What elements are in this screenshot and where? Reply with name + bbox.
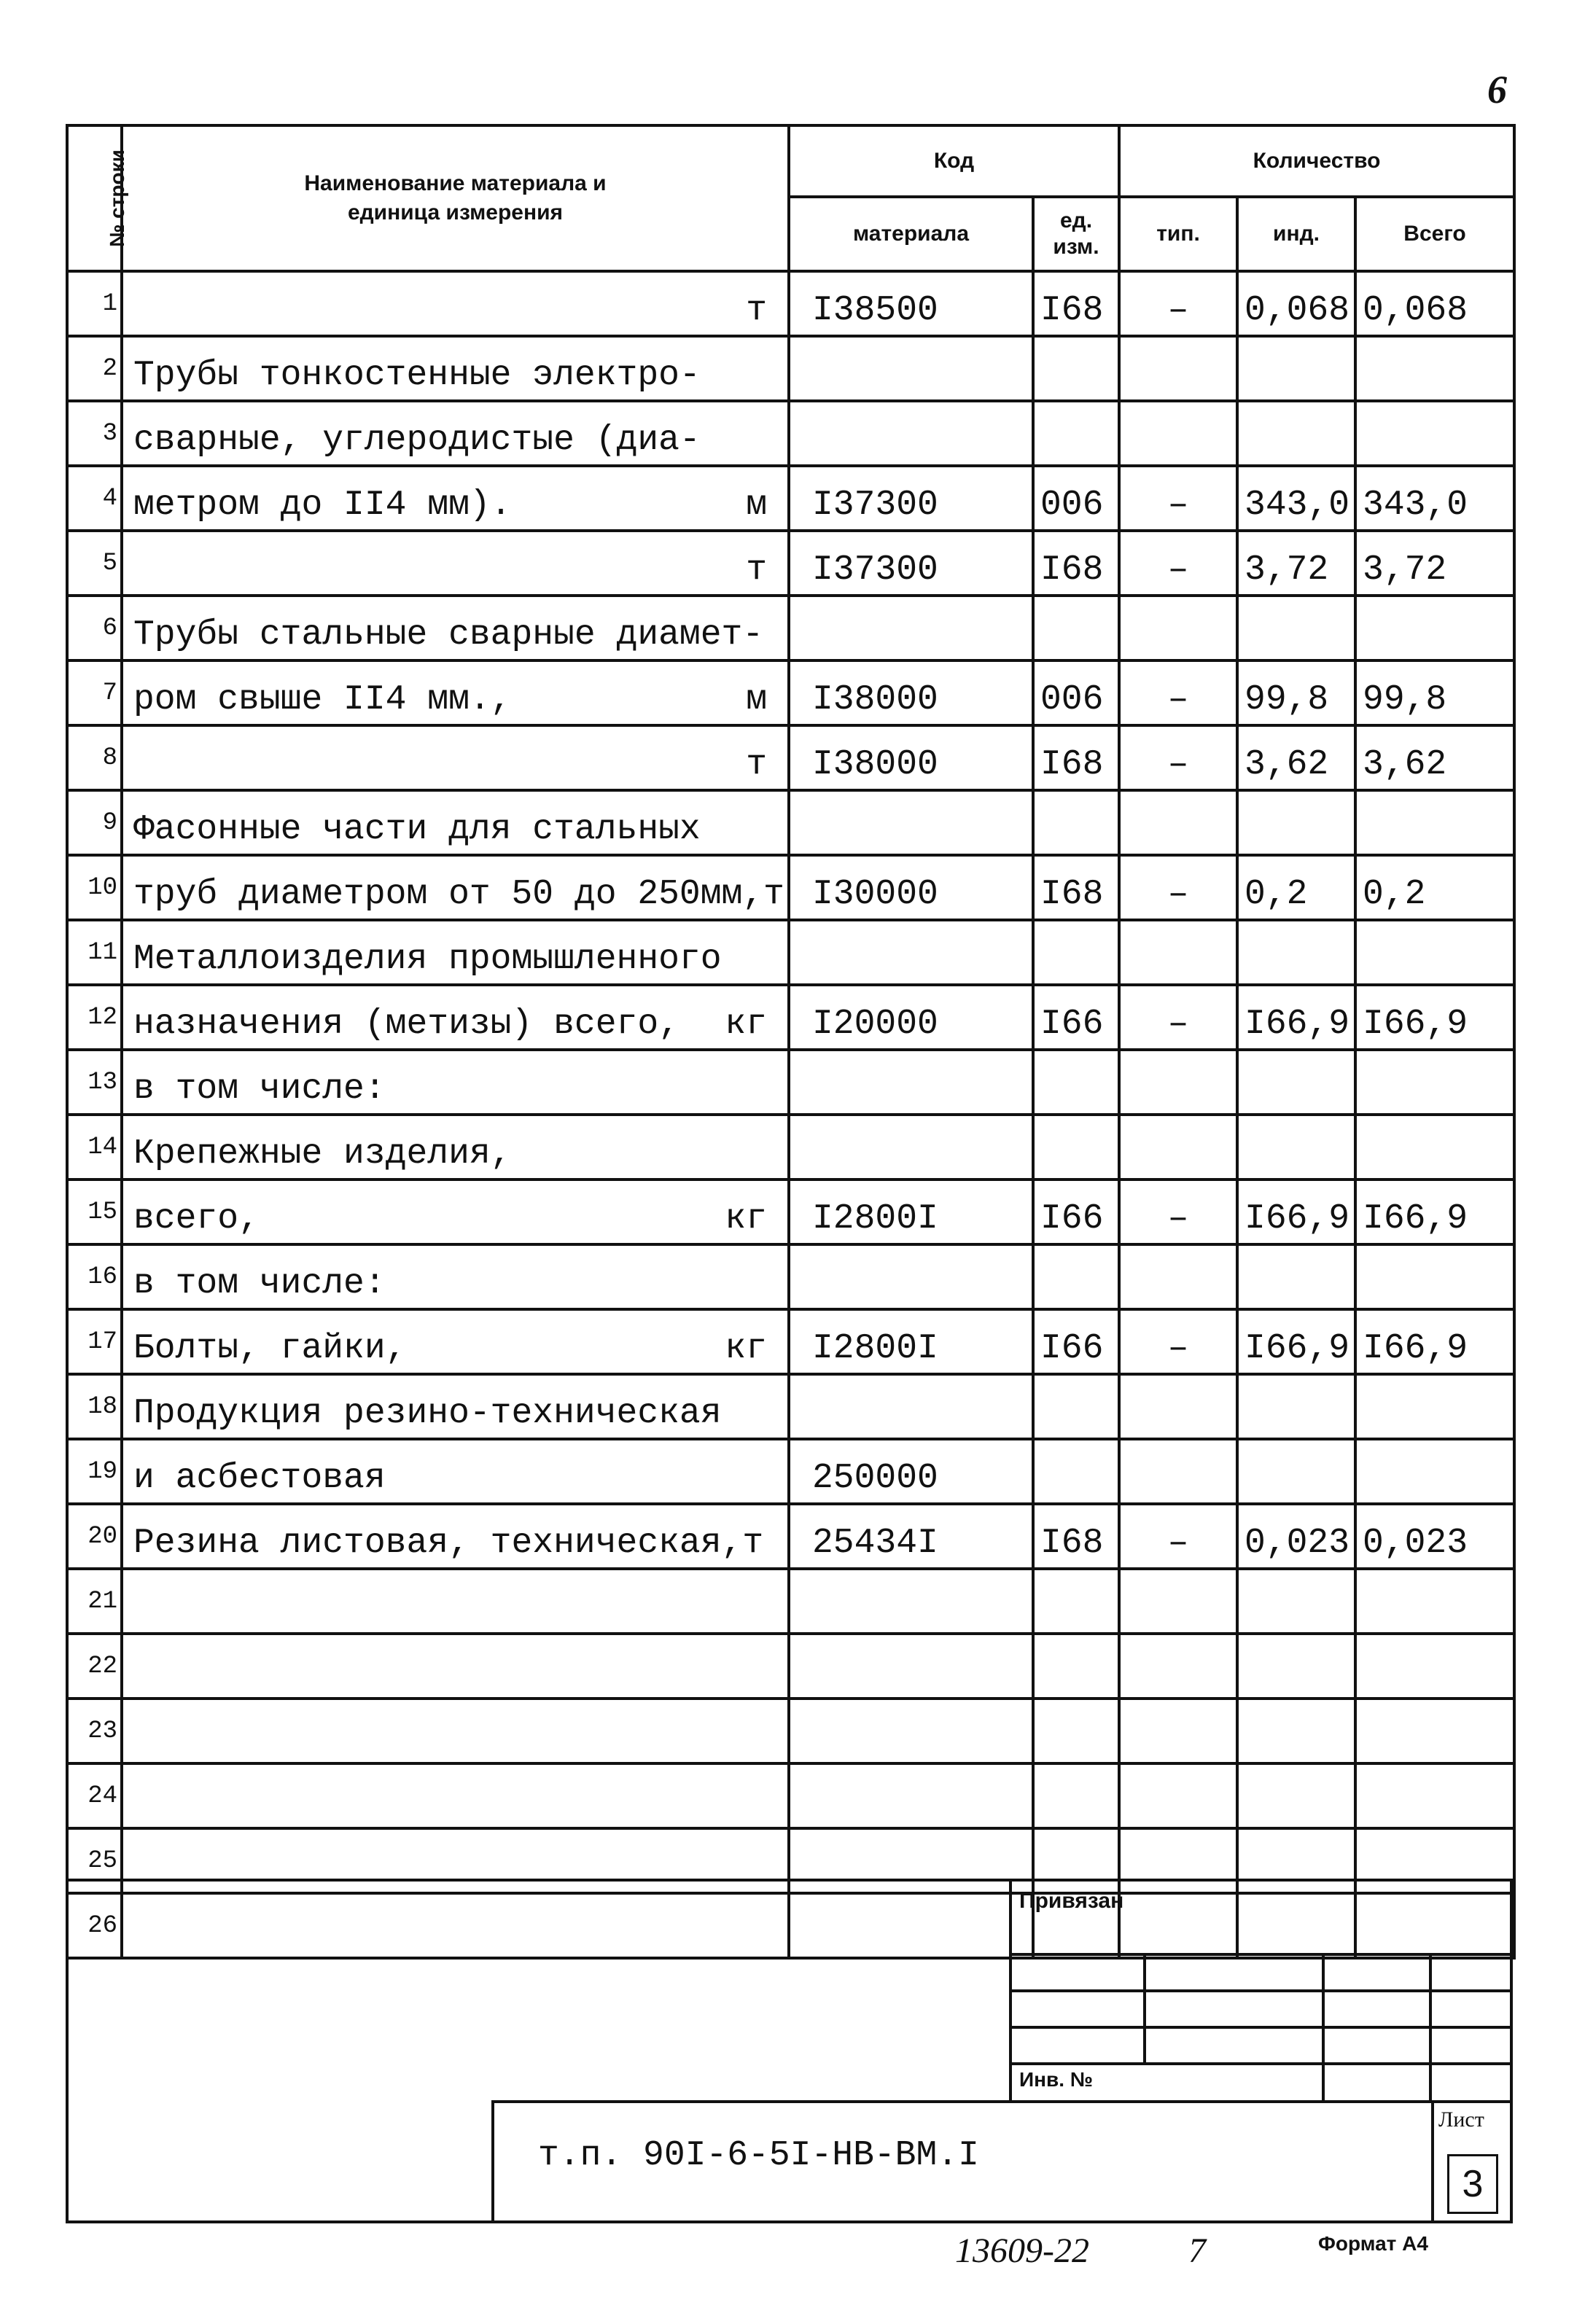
ind-qty: 0,023: [1237, 1504, 1355, 1569]
total-qty: [1355, 1634, 1514, 1699]
table-row: [67, 1244, 1514, 1309]
table-row: [67, 1439, 1514, 1504]
material-code: I2800I: [789, 1309, 1033, 1374]
handwritten-number: 13609-22: [955, 2231, 1089, 2270]
material-code: [789, 1569, 1033, 1634]
material-code: I20000: [789, 985, 1033, 1050]
typ-qty: –: [1119, 1179, 1237, 1244]
table-row: [67, 1699, 1514, 1763]
row-number: 11: [67, 920, 122, 985]
material-code: [789, 1699, 1033, 1763]
row-number: 1: [67, 271, 122, 336]
row-number: 6: [67, 596, 122, 660]
material-name: [122, 1634, 789, 1699]
ind-qty: 99,8: [1237, 660, 1355, 725]
document-code-box: [491, 2100, 1513, 2223]
ind-qty: [1237, 1569, 1355, 1634]
row-number: 4: [67, 466, 122, 531]
row-number: 17: [67, 1309, 122, 1374]
material-code: [789, 336, 1033, 401]
typ-qty: [1119, 920, 1237, 985]
unit-suffix: м: [746, 486, 767, 525]
total-qty: [1355, 401, 1514, 466]
ind-qty: [1237, 1374, 1355, 1439]
row-number: 15: [67, 1179, 122, 1244]
format-label: Формат А4: [1318, 2232, 1428, 2255]
table-row: [67, 660, 1514, 725]
row-number: 10: [67, 855, 122, 920]
total-qty: [1355, 790, 1514, 855]
material-name: Резина листовая, техническая,т: [122, 1504, 789, 1569]
total-qty: 0,2: [1355, 855, 1514, 920]
footer-number: 7: [1188, 2231, 1206, 2270]
unit-code: [1033, 1699, 1119, 1763]
typ-qty: –: [1119, 660, 1237, 725]
table-row: [67, 1634, 1514, 1699]
table-row: [67, 1504, 1514, 1569]
total-qty: [1355, 596, 1514, 660]
table-row: [67, 1374, 1514, 1439]
material-name: назначения (метизы) всего, кг: [122, 985, 789, 1050]
unit-code: I68: [1033, 271, 1119, 336]
typ-qty: [1119, 1244, 1237, 1309]
typ-qty: [1119, 1699, 1237, 1763]
typ-qty: [1119, 401, 1237, 466]
typ-qty: –: [1119, 985, 1237, 1050]
material-code: [789, 1763, 1033, 1828]
unit-code: [1033, 1439, 1119, 1504]
ind-qty: 0,2: [1237, 855, 1355, 920]
material-code: I38500: [789, 271, 1033, 336]
table-row: [67, 1309, 1514, 1374]
unit-code: [1033, 1374, 1119, 1439]
unit-code: I66: [1033, 985, 1119, 1050]
table-row: [67, 531, 1514, 596]
typ-qty: [1119, 1439, 1237, 1504]
table-row: [67, 1763, 1514, 1828]
ind-qty: [1237, 1244, 1355, 1309]
row-number: 9: [67, 790, 122, 855]
material-code: 25434I: [789, 1504, 1033, 1569]
material-name: Трубы стальные сварные диамет-: [122, 596, 789, 660]
name-header: Наименование материала и единица измерения: [122, 125, 789, 271]
table-row: [67, 596, 1514, 660]
table-row: [67, 1569, 1514, 1634]
row-number: 14: [67, 1115, 122, 1179]
unit-code: I68: [1033, 531, 1119, 596]
material-name: [122, 1699, 789, 1763]
material-name: Продукция резино-техническая: [122, 1374, 789, 1439]
code-group-header: Код: [789, 125, 1119, 197]
unit-code: [1033, 1763, 1119, 1828]
material-name: Трубы тонкостенные электро-: [122, 336, 789, 401]
material-name: Фасонные части для стальных: [122, 790, 789, 855]
total-qty: [1355, 920, 1514, 985]
table-row: [67, 401, 1514, 466]
unit-suffix: т: [746, 291, 767, 330]
material-code: [789, 1374, 1033, 1439]
material-name: [122, 1569, 789, 1634]
document-code: т.п. 90I-6-5I-НВ-ВМ.I: [538, 2136, 979, 2175]
material-name: [122, 1763, 789, 1828]
material-name: ром свыше II4 мм., м: [122, 660, 789, 725]
material-code: I38000: [789, 660, 1033, 725]
unit-code: I66: [1033, 1309, 1119, 1374]
unit-code-header: ед. изм.: [1033, 197, 1119, 271]
table-row: [67, 855, 1514, 920]
total-qty: 3,72: [1355, 531, 1514, 596]
total-qty: [1355, 336, 1514, 401]
ind-qty: [1237, 596, 1355, 660]
ind-header: инд.: [1237, 197, 1355, 271]
typ-qty: –: [1119, 271, 1237, 336]
material-code: 250000: [789, 1439, 1033, 1504]
material-name: метром до II4 мм). м: [122, 466, 789, 531]
sheet-number: 3: [1447, 2154, 1498, 2214]
typ-qty: [1119, 1634, 1237, 1699]
material-code: [789, 1115, 1033, 1179]
table-row: [67, 920, 1514, 985]
ind-qty: 3,72: [1237, 531, 1355, 596]
quantity-group-header: Количество: [1119, 125, 1514, 197]
total-qty: 0,068: [1355, 271, 1514, 336]
total-qty: [1355, 1699, 1514, 1763]
ind-qty: 3,62: [1237, 725, 1355, 790]
typ-qty: –: [1119, 531, 1237, 596]
typ-qty: [1119, 336, 1237, 401]
material-code: I30000: [789, 855, 1033, 920]
material-name: Металлоизделия промышленного: [122, 920, 789, 985]
material-code: [789, 790, 1033, 855]
total-qty: [1355, 1050, 1514, 1115]
material-code: [789, 920, 1033, 985]
row-number: 25: [67, 1828, 122, 1893]
row-number-header: № строки: [67, 125, 122, 271]
typ-qty: –: [1119, 725, 1237, 790]
unit-code: 006: [1033, 660, 1119, 725]
unit-code: I66: [1033, 1179, 1119, 1244]
ind-qty: [1237, 1050, 1355, 1115]
table-row: [67, 790, 1514, 855]
table-row: [67, 725, 1514, 790]
unit-suffix: м: [746, 680, 767, 720]
unit-code: [1033, 1244, 1119, 1309]
material-code: I38000: [789, 725, 1033, 790]
typ-qty: [1119, 596, 1237, 660]
unit-code: [1033, 790, 1119, 855]
typ-qty: –: [1119, 466, 1237, 531]
unit-code: I68: [1033, 725, 1119, 790]
ind-qty: [1237, 920, 1355, 985]
ind-qty: I66,9: [1237, 985, 1355, 1050]
material-name: [122, 531, 789, 596]
ind-qty: [1237, 1634, 1355, 1699]
row-number: 18: [67, 1374, 122, 1439]
ind-qty: [1237, 1699, 1355, 1763]
table-row: [67, 985, 1514, 1050]
unit-suffix: т: [746, 550, 767, 590]
table-row: [67, 1115, 1514, 1179]
row-number: 8: [67, 725, 122, 790]
row-number: 26: [67, 1893, 122, 1958]
typ-qty: [1119, 1763, 1237, 1828]
typ-qty: –: [1119, 1309, 1237, 1374]
ind-qty: I66,9: [1237, 1309, 1355, 1374]
unit-code: 006: [1033, 466, 1119, 531]
total-qty: [1355, 1439, 1514, 1504]
total-qty: I66,9: [1355, 1309, 1514, 1374]
material-code: [789, 596, 1033, 660]
total-qty: I66,9: [1355, 985, 1514, 1050]
row-number: 23: [67, 1699, 122, 1763]
total-qty: [1355, 1374, 1514, 1439]
material-name: и асбестовая: [122, 1439, 789, 1504]
typ-qty: –: [1119, 855, 1237, 920]
ind-qty: [1237, 1115, 1355, 1179]
row-number: 2: [67, 336, 122, 401]
typ-qty: [1119, 1115, 1237, 1179]
table-row: [67, 271, 1514, 336]
ind-qty: [1237, 336, 1355, 401]
unit-code: [1033, 596, 1119, 660]
unit-code: [1033, 1569, 1119, 1634]
attached-label: Привязан: [1019, 1889, 1124, 1913]
table-row: [67, 466, 1514, 531]
unit-suffix: кг: [725, 1199, 767, 1239]
unit-suffix: кг: [725, 1005, 767, 1044]
material-name: [122, 725, 789, 790]
table-row: [67, 1050, 1514, 1115]
unit-code: [1033, 1050, 1119, 1115]
material-code: [789, 401, 1033, 466]
sheet-box: [1431, 2103, 1513, 2223]
sheet-label: Лист: [1438, 2107, 1484, 2132]
material-code: [789, 1634, 1033, 1699]
binding-stamp: [1009, 1882, 1513, 2100]
material-name: в том числе:: [122, 1244, 789, 1309]
unit-suffix: кг: [725, 1329, 767, 1368]
typ-header: тип.: [1119, 197, 1237, 271]
row-number: 13: [67, 1050, 122, 1115]
material-name: Крепежные изделия,: [122, 1115, 789, 1179]
materials-table: [66, 124, 1516, 1960]
total-qty: [1355, 1569, 1514, 1634]
row-number: 3: [67, 401, 122, 466]
row-number: 12: [67, 985, 122, 1050]
material-name: труб диаметром от 50 до 250мм,т: [122, 855, 789, 920]
ind-qty: I66,9: [1237, 1179, 1355, 1244]
row-number: 19: [67, 1439, 122, 1504]
page-number: 6: [1487, 68, 1507, 112]
unit-code: [1033, 336, 1119, 401]
unit-code: [1033, 1634, 1119, 1699]
typ-qty: –: [1119, 1504, 1237, 1569]
material-name: сварные, углеродистые (диа-: [122, 401, 789, 466]
material-name: всего, кг: [122, 1179, 789, 1244]
unit-code: I68: [1033, 855, 1119, 920]
material-code: [789, 1244, 1033, 1309]
row-number: 16: [67, 1244, 122, 1309]
material-code: [789, 1050, 1033, 1115]
ind-qty: [1237, 1439, 1355, 1504]
total-qty: I66,9: [1355, 1179, 1514, 1244]
total-qty: 99,8: [1355, 660, 1514, 725]
row-number: 5: [67, 531, 122, 596]
ind-qty: 343,0: [1237, 466, 1355, 531]
material-code: I37300: [789, 531, 1033, 596]
row-number: 22: [67, 1634, 122, 1699]
row-number: 21: [67, 1569, 122, 1634]
unit-code: [1033, 1115, 1119, 1179]
unit-code: [1033, 920, 1119, 985]
table-row: [67, 336, 1514, 401]
total-qty: 343,0: [1355, 466, 1514, 531]
material-name: в том числе:: [122, 1050, 789, 1115]
unit-suffix: т: [746, 745, 767, 784]
typ-qty: [1119, 1374, 1237, 1439]
inventory-label: Инв. №: [1019, 2068, 1094, 2091]
total-qty: 3,62: [1355, 725, 1514, 790]
ind-qty: [1237, 1763, 1355, 1828]
unit-code: [1033, 401, 1119, 466]
total-qty: [1355, 1244, 1514, 1309]
total-qty: 0,023: [1355, 1504, 1514, 1569]
total-header: Всего: [1355, 197, 1514, 271]
row-number: 24: [67, 1763, 122, 1828]
table-row: [67, 1179, 1514, 1244]
row-number: 7: [67, 660, 122, 725]
title-block: [66, 1879, 1513, 2223]
typ-qty: [1119, 1569, 1237, 1634]
ind-qty: [1237, 401, 1355, 466]
material-name: Болты, гайки, кг: [122, 1309, 789, 1374]
ind-qty: 0,068: [1237, 271, 1355, 336]
ind-qty: [1237, 790, 1355, 855]
total-qty: [1355, 1115, 1514, 1179]
total-qty: [1355, 1763, 1514, 1828]
material-code: I2800I: [789, 1179, 1033, 1244]
material-name: [122, 271, 789, 336]
typ-qty: [1119, 1050, 1237, 1115]
unit-code: I68: [1033, 1504, 1119, 1569]
row-number: 20: [67, 1504, 122, 1569]
material-code-header: материала: [789, 197, 1033, 271]
typ-qty: [1119, 790, 1237, 855]
material-code: I37300: [789, 466, 1033, 531]
